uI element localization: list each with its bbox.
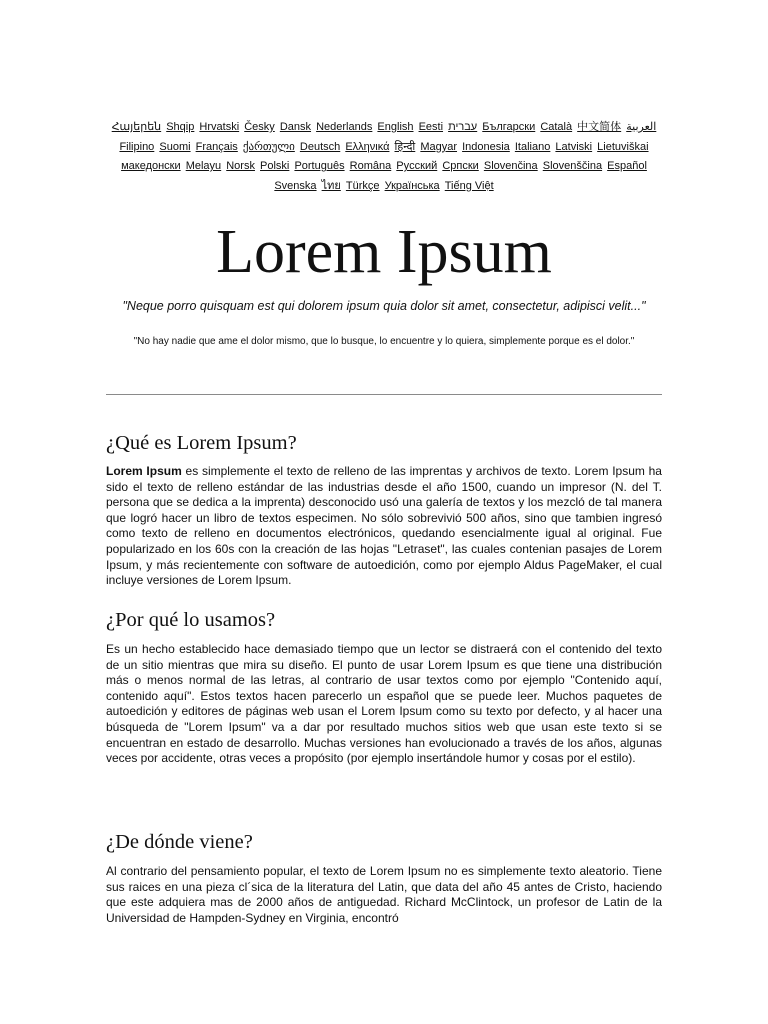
language-link[interactable]: Português [294, 160, 345, 172]
language-link[interactable]: Nederlands [316, 121, 373, 133]
language-link[interactable]: English [377, 121, 414, 133]
language-link[interactable]: 中文简体 [577, 121, 622, 133]
language-link[interactable]: Dansk [279, 121, 312, 133]
spanish-quote: "No hay nadie que ame el dolor mismo, que lo busque, lo encuentre y lo quiera, simplemente porque es el dolor." [133, 336, 635, 347]
language-link[interactable]: Català [540, 121, 573, 133]
heading-de-donde: ¿De dónde viene? [106, 831, 253, 853]
language-link[interactable]: ქართული [242, 140, 295, 153]
language-link[interactable]: Česky [244, 121, 275, 133]
language-link[interactable]: Melayu [185, 160, 222, 172]
language-link[interactable]: Eesti [418, 121, 444, 133]
language-link[interactable]: ‫עברית [448, 121, 478, 133]
language-link[interactable]: Norsk [226, 160, 255, 172]
language-link[interactable]: ‫العربية [626, 121, 657, 133]
heading-que-es: ¿Qué es Lorem Ipsum? [106, 432, 297, 454]
language-link[interactable]: Հայերեն [111, 121, 162, 133]
language-link[interactable]: हिन्दी [394, 140, 416, 153]
language-link[interactable]: Filipino [119, 140, 155, 153]
language-links [106, 118, 662, 196]
language-link[interactable]: Hrvatski [199, 121, 240, 133]
language-link[interactable]: Українська [384, 179, 440, 192]
heading-por-que: ¿Por qué lo usamos? [106, 609, 276, 631]
lead-bold: Lorem Ipsum [106, 464, 182, 478]
language-link[interactable]: Tiếng Việt [444, 179, 494, 192]
language-link[interactable]: Shqip [166, 121, 195, 133]
language-link[interactable]: Ελληνικά [345, 140, 390, 153]
language-link[interactable]: Magyar [420, 140, 458, 153]
page-title: Lorem Ipsum [216, 218, 552, 286]
language-link[interactable]: Româna [349, 160, 392, 172]
language-link[interactable]: Svenska [274, 179, 317, 192]
language-link[interactable]: Slovenščina [542, 160, 603, 172]
language-link[interactable]: Türkçe [345, 179, 380, 192]
language-link[interactable]: ไทย [321, 179, 341, 192]
language-link[interactable]: Slovenčina [483, 160, 538, 172]
language-link[interactable]: Polski [260, 160, 290, 172]
latin-quote: "Neque porro quisquam est qui dolorem ipsum quia dolor sit amet, consectetur, adipisci velit..." [122, 299, 646, 313]
language-link[interactable]: Español [607, 160, 647, 172]
paragraph-de-donde: Al contrario del pensamiento popular, el texto de Lorem Ipsum no es simplemente texto aleatorio. Tiene sus raices en una pieza cl´sica de la literatura del Latin, que data del año 45 antes de Cristo, haciendo que este adquiera mas de 2000 años de antiguedad. Richard McClintock, un profesor de Latin de la Universidad de Hampden-Sydney en Virginia, encontró [106, 864, 662, 925]
language-link[interactable]: Indonesia [462, 140, 510, 153]
language-link[interactable]: Български [482, 121, 536, 133]
language-link[interactable]: Suomi [159, 140, 191, 153]
language-link[interactable]: Pyccкий [396, 160, 438, 172]
divider [106, 394, 662, 395]
language-link[interactable]: Italiano [514, 140, 551, 153]
language-link[interactable]: Français [195, 140, 238, 153]
language-link[interactable]: Lietuviškai [597, 140, 649, 153]
language-link[interactable]: Српски [442, 160, 479, 172]
paragraph-que-es [106, 464, 662, 589]
paragraph-body: es simplemente el texto de relleno de las imprentas y archivos de texto. Lorem Ipsum ha sido el texto de relleno estándar de las industrias desde el año 1500, cuando un impresor (N. del T. persona que se dedica a la imprenta) desconocido usó una galería de textos y los mezcló de tal manera que logró hacer un libro de textos especimen. No sólo sobrevivió 500 años, sino que tambien ingresó como texto de relleno en documentos electrónicos, quedando esencialmente igual al original. Fue popularizado en los 60s con la creación de las hojas "Letraset", las cuales contenian pasajes de Lorem Ipsum, y más recientemente con software de autoedición, como por ejemplo Aldus PageMaker, el cual incluye versiones de Lorem Ipsum. [106, 464, 662, 588]
language-link[interactable]: Deutsch [299, 140, 341, 153]
language-link[interactable]: македонски [121, 160, 181, 172]
language-link[interactable]: Latviski [555, 140, 593, 153]
paragraph-por-que: Es un hecho establecido hace demasiado tiempo que un lector se distraerá con el contenido del texto de un sitio mientras que mira su diseño. El punto de usar Lorem Ipsum es que tiene una distribución más o menos normal de las letras, al contrario de usar textos como por ejemplo "Contenido aquí, contenido aquí". Estos textos hacen parecerlo un español que se puede leer. Muchos paquetes de autoedición y editores de páginas web usan el Lorem Ipsum como su texto por defecto, y al hacer una búsqueda de "Lorem Ipsum" va a dar por resultado muchos sitios web que usan este texto si se encuentran en estado de desarrollo. Muchas versiones han evolucionado a través de los años, algunas veces por accidente, otras veces a propósito (por ejemplo insertándole humor y cosas por el estilo). [106, 642, 662, 766]
